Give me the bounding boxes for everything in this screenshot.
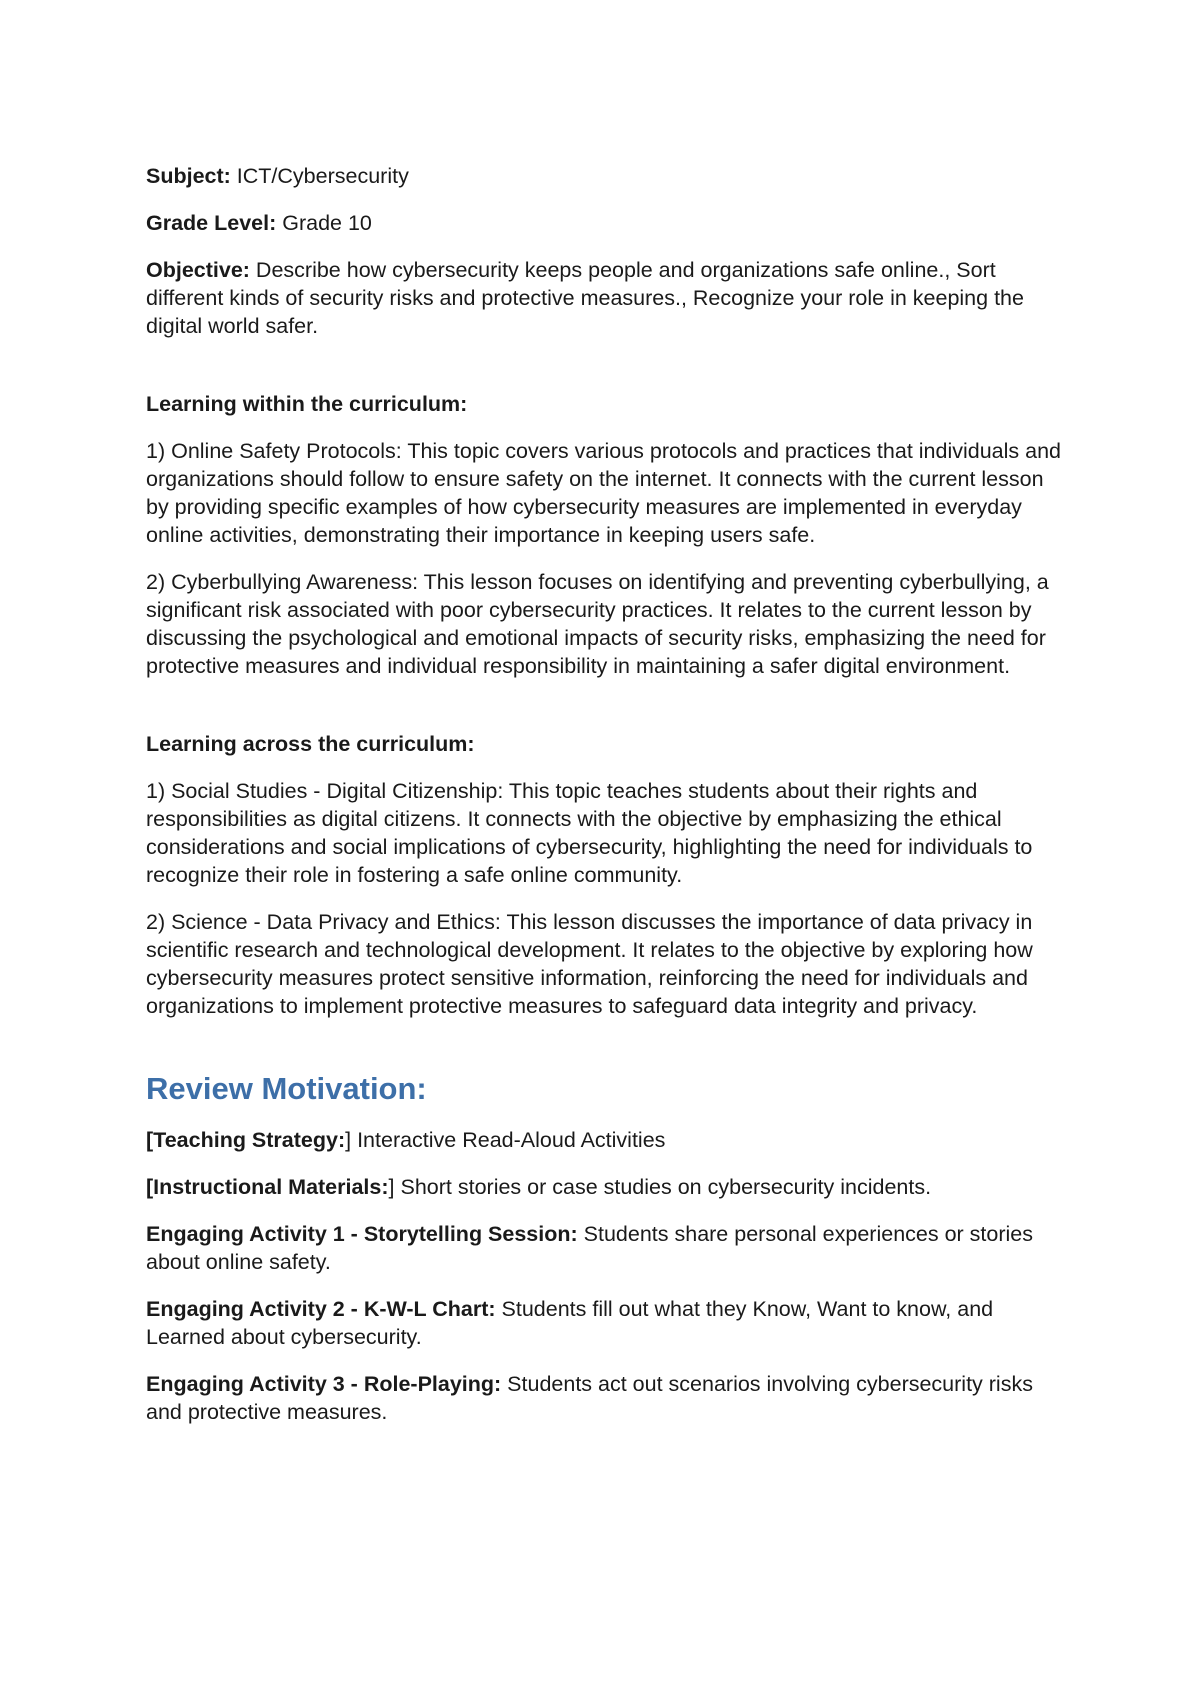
objective-line [146, 256, 1066, 340]
instructional-materials-value: Short stories or case studies on cybersecurity incidents. [394, 1175, 932, 1199]
activity-2-line [146, 1295, 1066, 1351]
review-motivation-heading: Review Motivation: [146, 1071, 427, 1106]
teaching-strategy-line [146, 1126, 1066, 1154]
teaching-strategy-value: Interactive Read-Aloud Activities [351, 1128, 666, 1152]
subject-label: Subject: [146, 164, 231, 188]
spacer [146, 359, 1066, 390]
spacer [146, 1039, 1066, 1069]
grade-level-value: Grade 10 [276, 211, 372, 235]
activity-2-text: Students fill out what they Know, Want to know, and Learned about cybersecurity. [146, 1297, 994, 1349]
activity-3-text: Students act out scenarios involving cybersecurity risks and protective measures. [146, 1372, 1033, 1424]
activity-1-label: Engaging Activity 1 - Storytelling Session: [146, 1222, 578, 1246]
document-page [146, 162, 1066, 1445]
bracket-close: ] [388, 1175, 395, 1199]
activity-2-label: Engaging Activity 2 - K-W-L Chart: [146, 1297, 496, 1321]
grade-level-label: Grade Level: [146, 211, 277, 235]
activity-3-line [146, 1370, 1066, 1426]
spacer [146, 699, 1066, 730]
instructional-materials-line [146, 1173, 1066, 1201]
teaching-strategy-label: Teaching Strategy: [153, 1128, 346, 1152]
instructional-materials-label: Instructional Materials: [153, 1175, 389, 1199]
activity-1-line [146, 1220, 1066, 1276]
objective-label: Objective: [146, 258, 250, 282]
across-item-1: 1) Social Studies - Digital Citizenship: This topic teaches students about their rights and responsibilities as digital citizens. It connects with the objective by emphasizing the ethical considerations and social implications of cybersecurity, highlighting the need for individuals to recognize their role in fostering a safe online community. [146, 779, 1033, 887]
subject-line [146, 162, 1066, 190]
across-item-2: 2) Science - Data Privacy and Ethics: This lesson discusses the importance of data privacy in scientific research and technological development. It relates to the objective by exploring how cybersecurity measures protect sensitive information, reinforcing the need for individuals and organizations to implement protective measures to safeguard data integrity and privacy. [146, 910, 1033, 1018]
within-item-2: 2) Cyberbullying Awareness: This lesson focuses on identifying and preventing cyberbullying, a significant risk associated with poor cybersecurity practices. It relates to the current lesson by discussing the psychological and emotional impacts of security risks, emphasizing the need for protective measures and individual responsibility in maintaining a safer digital environment. [146, 570, 1049, 678]
subject-value: ICT/Cybersecurity [230, 164, 409, 188]
bracket-close: ] [345, 1128, 352, 1152]
bracket-open: [ [146, 1128, 154, 1152]
across-curriculum-heading: Learning across the curriculum: [146, 732, 475, 756]
within-item-1: 1) Online Safety Protocols: This topic covers various protocols and practices that individuals and organizations should follow to ensure safety on the internet. It connects with the current lesson by providing specific examples of how cybersecurity measures are implemented in everyday online activities, demonstrating their importance in keeping users safe. [146, 439, 1062, 547]
activity-1-text: Students share personal experiences or stories about online safety. [146, 1222, 1034, 1274]
objective-value: Describe how cybersecurity keeps people and organizations safe online., Sort different kinds of security risks and protective measures., Recognize your role in keeping the digital world safer. [146, 258, 1024, 338]
within-curriculum-heading: Learning within the curriculum: [146, 392, 468, 416]
bracket-open: [ [146, 1175, 154, 1199]
grade-level-line [146, 209, 1066, 237]
activity-3-label: Engaging Activity 3 - Role-Playing: [146, 1372, 502, 1396]
